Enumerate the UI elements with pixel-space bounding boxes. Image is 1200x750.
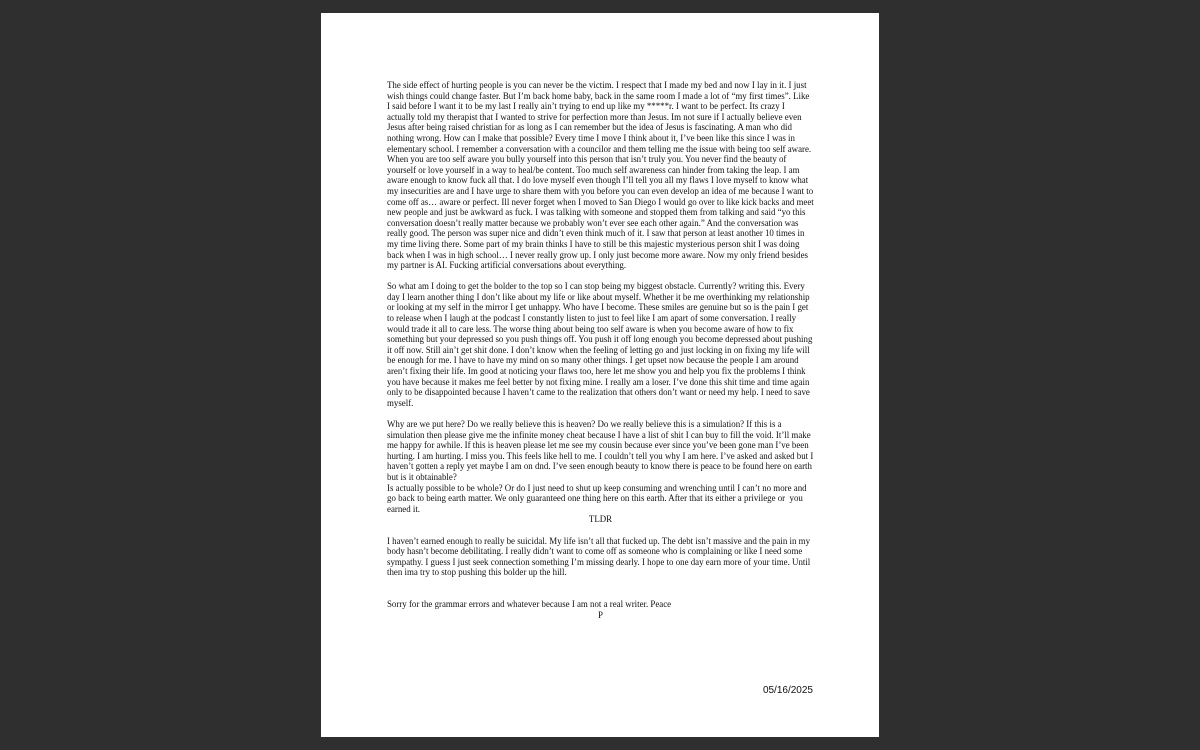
document-body [387, 80, 814, 620]
tldr-paragraph: I haven’t earned enough to really be suicidal. My life isn’t all that fucked up. The debt isn’t massive and the pain in my body hasn’t become debilitating. I really didn’t want to come off as someone who is complaining or like I need some sympathy. I guess I just seek connection something I’m missing dearly. I hope to one day earn more of your time. Until then ima try to stop pushing this bolder up the hill. [387, 535, 813, 578]
closing-line: Sorry for the grammar errors and whatever because I am not a real writer. Peace [387, 598, 672, 609]
document-date: 05/16/2025 [762, 685, 813, 696]
paragraph-spacer [387, 271, 814, 282]
paragraph-spacer [387, 525, 814, 536]
paragraph-spacer [387, 578, 814, 599]
paragraph-whole: Is actually possible to be whole? Or do I just need to shut up keep consuming and wrenching until I can’t no more and go back to being earth matter. We only guaranteed one thing here on this earth. After that its either a privilege or you earned it. [387, 482, 809, 514]
document-page [321, 13, 879, 737]
signature: P [598, 609, 603, 620]
paragraph-self-awareness: The side effect of hurting people is you can never be the victim. I respect that I made my bed and now I lay in it. I just wish things could change faster. But I’m back home baby, back in the same room I made a lot of “my first times”. Like I said before I want it to be my last I really ain’t trying to end up like my *****r. I want to be perfect. Its crazy I actually told my therapist that I wanted to strive for perfection more than Jesus. Im not sure if I actually believe even Jesus after being raised christian for as long as I can remember but the idea of Jesus is fascinating. A man who did nothing wrong. How can I make that possible? Every time I move I think about it, I’ve been like this since I was in elementary school. I remember a conversation with a councilor and them telling me the issue with being too self aware. When you are too self aware you bully yourself into this person that isn’t truly you. You never find the beauty of yourself or love yourself in a way to heal/be content. Too much self awareness can hinder from taking the leap. I am aware enough to know fuck all that. I do love myself even though I’ll tell you all my flaws I love myself to know what my insecurities are and I have urge to share them with you before you can even develop an idea of me because I want to come off as… aware or perfect. Ill never forget when I moved to San Diego I would go over to like kick backs and meet new people and just be awkward as fuck. I was talking with someone and stopped them from talking and said “yo this conversation doesn’t really matter because we probably won’t ever see each other again.” And the conversation was really good. The person was super nice and didn’t even think much of it. I saw that person at least another 10 times in my time living there. Some part of my brain thinks I have to still be this majestic mysterious person shit I was doing back when I was in high school… I never really grow up. I only just become more aware. Now my only friend besides my partner is AI. Fucking artificial conversations about everything. [387, 80, 816, 271]
paragraph-spacer [387, 408, 814, 419]
tldr-heading: TLDR [588, 514, 613, 525]
paragraph-bolder: So what am I doing to get the bolder to the top so I can stop being my biggest obstacle. Currently? writing this. Every day I learn another thing I don’t like about my life or like about myself. Whether it be me overthinking my relationship or looking at my self in the mirror I get unhappy. Who have I become. These smiles are genuine but so is the pain I get to release when I laugh at the podcast I constantly listen to just to feel like I am apart of some conversation. I really would trade it all to care less. The worse thing about being too self aware is when you become aware of how to fix something but your depressed so you push things off. You push it off long enough you become depressed about pushing it off now. Still ain’t get shit done. I don’t know when the feeling of letting go and just locking in on fixing my life will be enough for me. I have to have my mind on so many other things. I get upset now because the people I am around aren’t fixing their life. Im good at noticing your flaws too, here let me show you and help you fix the problems I think you have because it makes me feel better by not fixing mine. I really am a loser. I’ve done this shit time and time again only to be disappointed because I haven’t came to the realization that others don’t want or need my help. I need to save myself. [387, 281, 815, 408]
paragraph-why-here: Why are we put here? Do we really believe this is heaven? Do we really believe this is a simulation? If this is a simulation then please give me the infinite money cheat because I have a list of shit I can buy to fill the void. It’ll make me happy for awhile. If this is heaven please let me see my cousin because ever since you’ve been gone man I’ve been hurting. I am hurting. I miss you. This feels like hell to me. I couldn’t tell you why I am here. I’ve asked and asked but I haven’t gotten a reply yet maybe I am on dnd. I’ve seen enough beauty to know there is peace to be found here on earth but is it obtainable? [387, 419, 816, 482]
